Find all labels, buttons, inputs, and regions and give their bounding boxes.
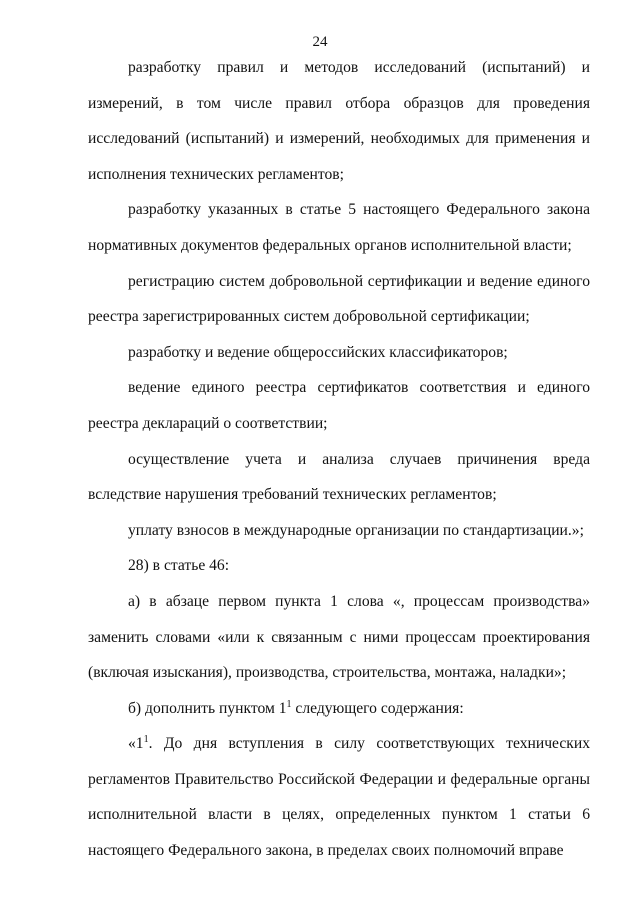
paragraph-article-46-heading: 28) в статье 46: [128, 557, 230, 575]
superscript-index: 1 [286, 698, 292, 710]
paragraph-new-clause-start: «1 [128, 735, 144, 753]
superscript-index: 1 [143, 734, 149, 746]
page-number: 24 [312, 34, 328, 50]
paragraph-international-fees: уплату взносов в международные организации по стандартизации.»; [128, 521, 584, 539]
paragraph-amendment-b [88, 691, 590, 727]
paragraph-new-clause-text: . До дня вступления в силу соответствующих технических регламентов Правительство Российской Федерации и федеральные органы исполнительной власти в целях, определенных пунктом 1 статьи 6 настоящего Федерального закона, в пределах своих полномочий вправе [88, 735, 590, 860]
paragraph-certification-registry: регистрацию систем добровольной сертификации и ведение единого реестра зарегистрированных систем добровольной сертификации; [88, 272, 590, 326]
paragraph-new-clause [88, 726, 590, 868]
paragraph-classifiers: разработку и ведение общероссийских классификаторов; [128, 343, 508, 361]
paragraph-certificates-registry: ведение единого реестра сертификатов соответствия и единого реестра деклараций о соответствии; [88, 379, 590, 432]
paragraph-amendment-a: а) в абзаце первом пункта 1 слова «, процессам производства» заменить словами «или к связанным с ними процессам проектирования (включая изыскания), производства, строительства, монтажа, наладки»; [88, 592, 590, 682]
paragraph-amendment-b-start: б) дополнить пунктом 1 [128, 699, 287, 717]
paragraph-research-methods: разработку правил и методов исследований (испытаний) и измерений, в том числе правил отбора образцов для проведения исследований (испытаний) и измерений, необходимых для применения и исполнения технических регламентов; [88, 59, 590, 183]
paragraph-normative-documents: разработку указанных в статье 5 настоящего Федерального закона нормативных документов федеральных органов исполнительной власти; [88, 201, 590, 254]
paragraph-harm-analysis: осуществление учета и анализа случаев причинения вреда вследствие нарушения требований технических регламентов; [88, 450, 590, 504]
paragraph-amendment-b-end: следующего содержания: [291, 699, 464, 717]
document-body [88, 50, 590, 869]
